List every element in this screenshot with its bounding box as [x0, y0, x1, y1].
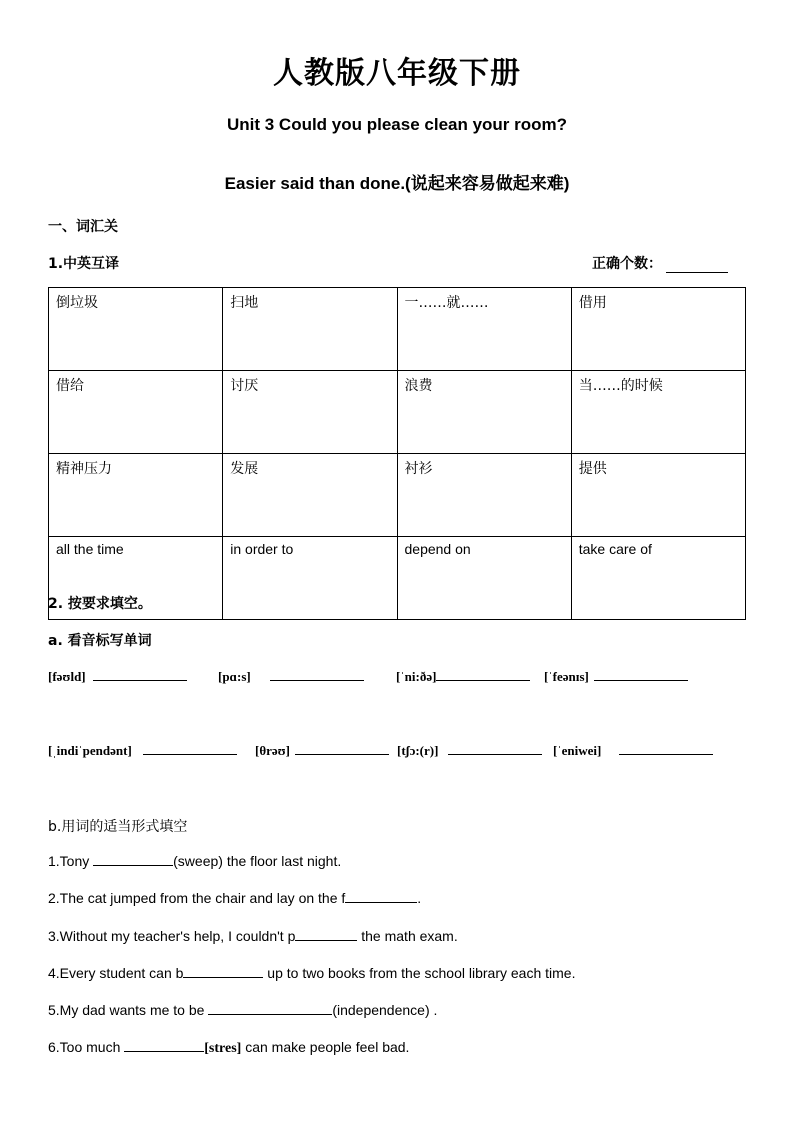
section-fill-heading: 2. 按要求填空。 — [48, 596, 152, 612]
page-title: 人教版八年级下册 — [273, 56, 521, 91]
vocab-cell[interactable]: 发展 — [223, 454, 397, 537]
question-text: can make people feel bad. — [241, 1039, 410, 1055]
answer-blank[interactable] — [594, 668, 688, 681]
vocab-cell[interactable]: take care of — [571, 537, 745, 620]
score-field — [592, 253, 728, 273]
vocab-cell[interactable]: 衬衫 — [397, 454, 571, 537]
question-text: (sweep) the floor last night. — [173, 853, 342, 869]
answer-blank[interactable] — [448, 742, 542, 755]
question-text: 6.Too much — [48, 1039, 125, 1055]
vocab-cell[interactable]: 扫地 — [223, 288, 397, 371]
phonetic-symbol: [ˌindiˈpendənt] — [48, 743, 132, 758]
vocab-cell[interactable]: 借用 — [571, 288, 745, 371]
answer-blank[interactable] — [93, 853, 173, 866]
vocab-cell[interactable]: 讨厌 — [223, 371, 397, 454]
phonetic-symbol: [θrəʊ] — [255, 743, 291, 758]
phonetic-heading: a. 看音标写单词 — [48, 633, 152, 649]
table-row — [49, 288, 746, 371]
phonetic-item — [218, 668, 364, 685]
answer-blank[interactable] — [124, 1039, 204, 1052]
phonetic-item — [544, 668, 688, 685]
phonetic-item — [48, 668, 187, 685]
question-text: 1.Tony — [48, 853, 94, 869]
phonetic-symbol: [pɑ:s] — [218, 669, 251, 684]
question-1 — [48, 853, 341, 869]
answer-blank[interactable] — [270, 668, 364, 681]
phonetic-item — [48, 742, 237, 759]
phonetic-item — [396, 668, 530, 685]
question-4 — [48, 965, 575, 981]
table-row — [49, 454, 746, 537]
answer-blank[interactable] — [345, 890, 417, 903]
question-text: 3.Without my teacher's help, I couldn't p — [48, 928, 296, 944]
translation-heading: 1.中英互译 — [48, 256, 120, 272]
vocab-cell[interactable]: 一……就…… — [397, 288, 571, 371]
answer-blank[interactable] — [619, 742, 713, 755]
vocab-cell[interactable]: 倒垃圾 — [49, 288, 223, 371]
phonetic-item — [553, 742, 713, 759]
answer-blank[interactable] — [143, 742, 237, 755]
score-label: 正确个数： — [592, 256, 662, 272]
vocab-table — [48, 287, 746, 620]
question-3 — [48, 928, 458, 944]
question-2 — [48, 890, 421, 906]
question-text: 5.My dad wants me to be — [48, 1002, 209, 1018]
phonetic-symbol: [ˈfeənɪs] — [544, 669, 589, 684]
question-text: 4.Every student can b — [48, 965, 184, 981]
phonetic-symbol: [tʃɔ:(r)] — [397, 743, 439, 758]
answer-blank[interactable] — [208, 1002, 332, 1015]
answer-blank[interactable] — [183, 965, 263, 978]
vocab-cell[interactable]: 精神压力 — [49, 454, 223, 537]
motto: Easier said than done.(说起来容易做起来难) — [224, 174, 570, 193]
question-6 — [48, 1039, 409, 1057]
answer-blank[interactable] — [436, 668, 530, 681]
question-text: the math exam. — [357, 928, 458, 944]
phonetic-symbol: [ˈeniwei] — [553, 743, 602, 758]
phonetic-symbol: [fəʊld] — [48, 669, 86, 684]
table-row — [49, 371, 746, 454]
vocab-cell[interactable]: all the time — [49, 537, 223, 620]
answer-blank[interactable] — [93, 668, 187, 681]
phonetic-hint: [stres] — [204, 1041, 242, 1056]
question-text: (independence) . — [332, 1002, 438, 1018]
table-row — [49, 537, 746, 620]
vocab-cell[interactable]: depend on — [397, 537, 571, 620]
vocab-cell[interactable]: 提供 — [571, 454, 745, 537]
phonetic-symbol: [ˈni:ðə] — [396, 669, 437, 684]
answer-blank[interactable] — [295, 928, 357, 941]
answer-blank[interactable] — [295, 742, 389, 755]
section-vocab-heading: 一、词汇关 — [48, 219, 118, 235]
phonetic-item — [397, 742, 542, 759]
score-blank[interactable] — [666, 258, 728, 273]
question-text: up to two books from the school library each time. — [263, 965, 576, 981]
phonetic-item — [255, 742, 389, 759]
vocab-cell[interactable]: 浪费 — [397, 371, 571, 454]
question-5 — [48, 1002, 437, 1018]
question-text: . — [417, 890, 422, 906]
question-text: 2.The cat jumped from the chair and lay on the f — [48, 890, 346, 906]
vocab-cell[interactable]: 借给 — [49, 371, 223, 454]
vocab-cell[interactable]: 当……的时候 — [571, 371, 745, 454]
unit-title: Unit 3 Could you please clean your room? — [226, 115, 568, 134]
word-form-heading: b.用词的适当形式填空 — [48, 819, 188, 835]
vocab-cell[interactable]: in order to — [223, 537, 397, 620]
